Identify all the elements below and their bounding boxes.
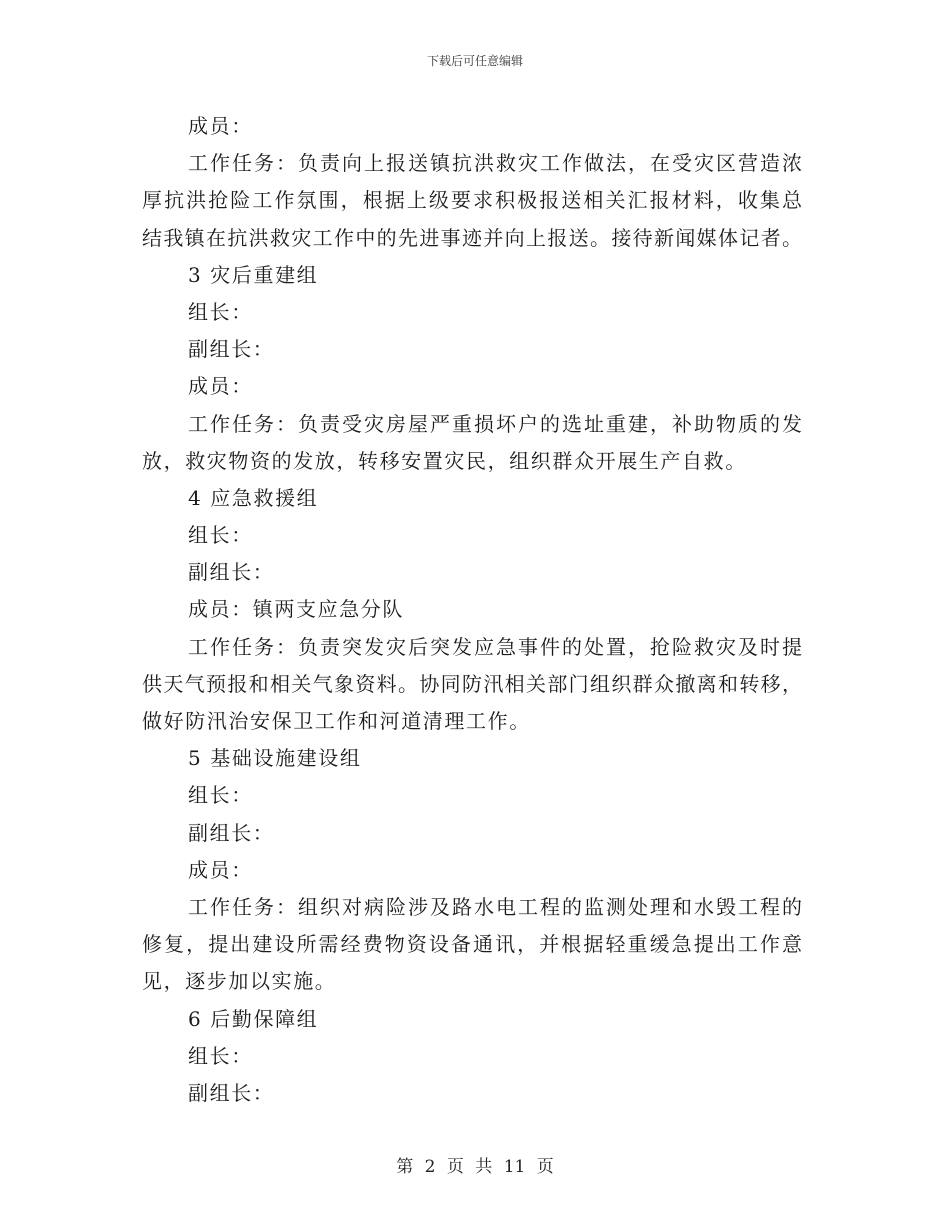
text-line: 副组长： [188,560,275,585]
text-line: 结我镇在抗洪救灾工作中的先进事迹并向上报送。接待新闻媒体记者。 [142,225,802,250]
text-line: 工作任务：负责受灾房屋严重损坏户的选址重建，补助物质的发 [188,411,802,436]
text-line: 成员： [188,114,253,138]
text-line: 6 后勤保障组 [188,1006,319,1031]
page-footer: 第 2 页 共 11 页 [396,1157,554,1177]
text-line: 厚抗洪抢险工作氛围，根据上级要求积极报送相关汇报材料，收集总 [142,188,802,213]
text-line: 组长： [188,1043,253,1068]
text-line: 工作任务：负责向上报送镇抗洪救灾工作做法，在受灾区营造浓 [188,151,802,176]
text-line: 4 应急救援组 [188,485,319,510]
text-line: 成员： [188,857,253,882]
text-line: 工作任务：负责突发灾后突发应急事件的处置，抢险救灾及时提 [188,634,802,659]
text-line: 副组长： [188,337,275,362]
text-line: 副组长： [188,820,275,845]
text-line: 见，逐步加以实施。 [142,969,337,994]
header-note: 下载后可任意编辑 [426,54,523,68]
text-line: 放，救灾物资的发放，转移安置灾民，组织群众开展生产自救。 [142,448,747,473]
text-line: 做好防汛治安保卫工作和河道清理工作。 [142,709,531,733]
text-line: 3 灾后重建组 [188,262,319,287]
text-line: 组长： [188,523,253,548]
text-line: 组长： [188,783,253,808]
text-line: 成员：镇两支应急分队 [188,597,404,622]
text-line: 成员： [188,374,253,399]
text-line: 副组长： [188,1080,275,1105]
text-line: 供天气预报和相关气象资料。协同防汛相关部门组织群众撤离和转移， [142,671,802,696]
document-body [142,108,802,1112]
text-line: 工作任务：组织对病险涉及路水电工程的监测处理和水毁工程的 [188,894,802,919]
text-line: 组长： [188,299,253,324]
text-line: 修复，提出建设所需经费物资设备通讯，并根据轻重缓急提出工作意 [142,932,802,957]
text-line: 5 基础设施建设组 [188,746,362,771]
